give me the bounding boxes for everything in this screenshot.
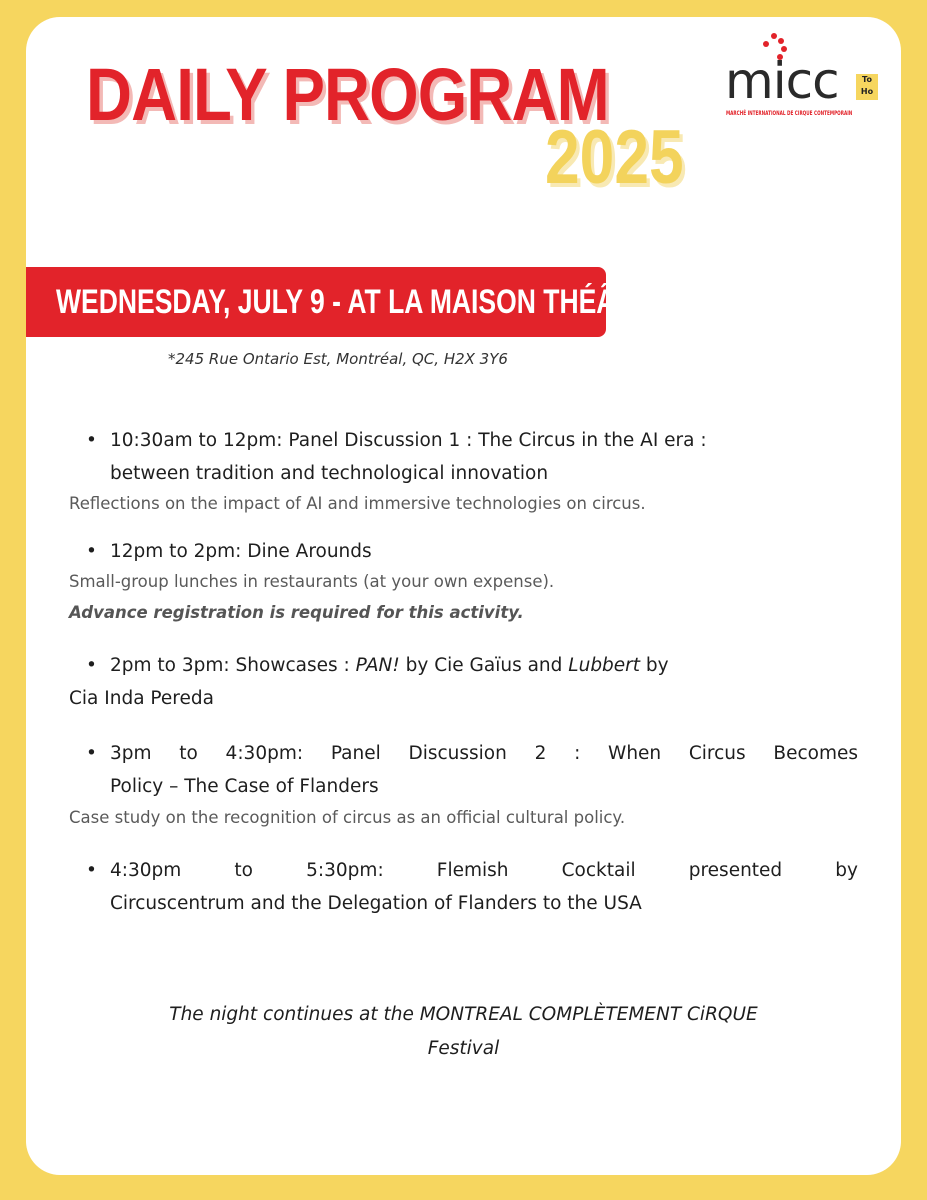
date-banner [26,267,669,337]
item-line-2: between tradition and technological innovation [110,463,549,484]
year-label: 2025 [545,115,684,200]
logo-tagline: MARCHÉ INTERNATIONAL DE CIRQUE CONTEMPORAIN [726,110,853,117]
item-description: Case study on the recognition of circus as an official cultural policy. [69,808,626,827]
list-item: • 2pm to 3pm: Showcases : PAN! by Cie Gaïus and Lubbert by [86,649,669,682]
bullet-icon: • [86,743,97,764]
venue-address: *245 Rue Ontario Est, Montréal, QC, H2X 3Y6 [168,350,508,368]
logo-badge-bottom: Ho [860,87,874,96]
show-title-lubbert: Lubbert [568,655,641,676]
item-line-1: 4:30pm to 5:30pm: Flemish Cocktail presented by [110,860,858,881]
micc-logo [722,32,882,122]
registration-note: Advance registration is required for this activity. [69,603,524,622]
list-item [86,424,876,490]
item-time: 2pm [110,655,152,676]
item-line-1: 10:30am to 12pm: Panel Discussion 1 : The Circus in the AI era : [110,430,707,451]
list-item [86,854,858,920]
closing-line-1: The night continues at the MONTREAL COMPLÈTEMENT CiRQUE [169,1004,758,1025]
bullet-icon: • [86,541,97,562]
item-line-1: 3pm to 4:30pm: Panel Discussion 2 : When Circus Becomes [110,743,858,764]
closing-note [70,998,857,1066]
closing-line-2: Festival [427,1038,500,1059]
item-line-1: 12pm to 2pm: Dine Arounds [110,541,372,562]
item-line-2: Cia Inda Pereda [69,688,214,709]
banner-text: WEDNESDAY, JULY 9 - AT LA MAISON THÉÂTRE [56,283,669,321]
logo-badge [856,74,878,100]
bullet-icon: • [86,655,97,676]
item-line-2: Policy – The Case of Flanders [110,776,379,797]
list-item [86,535,372,568]
bullet-icon: • [86,860,97,881]
list-item [86,737,858,803]
logo-wordmark: micc [725,52,839,110]
item-description: Small-group lunches in restaurants (at your own expense). [69,572,555,591]
show-title-pan: PAN! [355,655,400,676]
item-description: Reflections on the impact of AI and immersive technologies on circus. [69,494,646,513]
logo-badge-top: To [862,75,872,84]
bullet-icon: • [86,430,97,451]
item-line-2: Circuscentrum and the Delegation of Flanders to the USA [110,893,642,914]
page-title: DAILY PROGRAM [86,53,609,136]
